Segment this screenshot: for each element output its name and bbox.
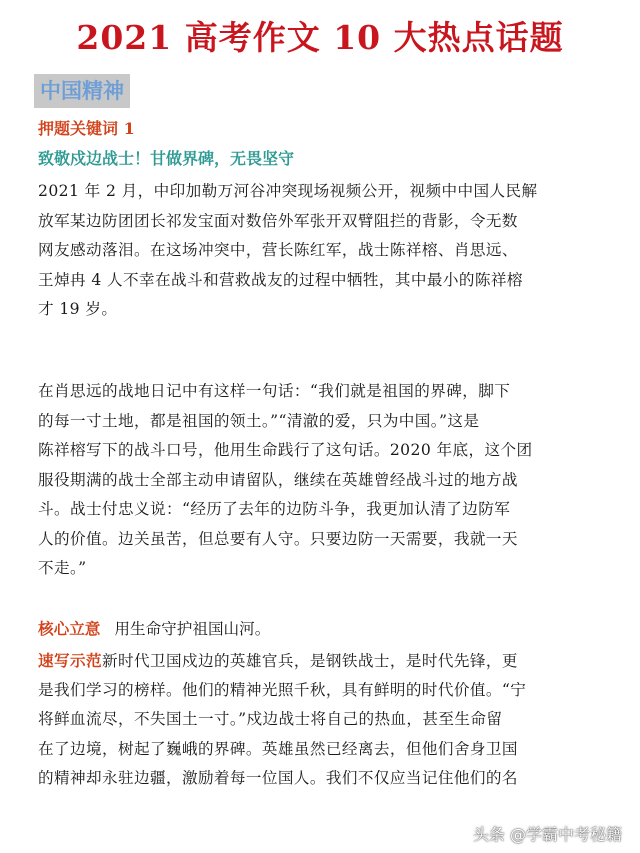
paragraph-line: 将鲜血流尽，不失国土一寸。”戍边战士将自己的热血，甚至生命留 (38, 710, 503, 728)
paragraph-line: 斗。战士付忠义说：“经历了去年的边防斗争，我更加认清了边防军 (38, 500, 511, 518)
paragraph-line: 网友感动落泪。在这场冲突中，营长陈红军，战士陈祥榕、肖思远、 (38, 241, 518, 259)
paragraph-line: 王焯冉 4 人不幸在战斗和营救战友的过程中牺牲，其中最小的陈祥榕 (38, 270, 523, 289)
sample-first-line-text: 新时代卫国戍边的英雄官兵，是钢铁战士，是时代先锋，更 (101, 652, 518, 670)
paragraph-line: 在了边境，树起了巍峨的界碑。英雄虽然已经离去，但他们舍身卫国 (38, 739, 518, 758)
core-idea-label: 核心立意 (38, 619, 101, 638)
watermark: 头条 @学霸中考秘籍 (472, 825, 622, 844)
paragraph-line: 才 19 岁。 (38, 300, 118, 318)
paragraph-line: 2021 年 2 月，中印加勒万河谷冲突现场视频公开，视频中中国人民解 (38, 182, 538, 200)
paragraph-diary (38, 377, 610, 584)
keyword-heading: 押题关键词 1 (38, 119, 135, 138)
paragraph-line: 陈祥榕写下的战斗口号，他用生命践行了这句话。2020 年底，这个团 (38, 441, 533, 459)
paragraph-line: 人的价值。边关虽苦，但总要有人守。只要边防一天需要，我就一天 (38, 529, 518, 548)
paragraph-line: 服役期满的战士全部主动申请留队，继续在英雄曾经战斗过的地方战 (38, 470, 518, 489)
topic-subheading: 致敬戍边战士！甘做界碑，无畏坚守 (38, 149, 295, 168)
section-badge: 中国精神 (34, 74, 130, 108)
paragraph-line: 放军某边防团团长祁发宝面对数倍外军张开双臂阻拦的背影，令无数 (38, 211, 518, 230)
paragraph-line: 是我们学习的榜样。他们的精神光照千秋，具有鲜明的时代价值。“宁 (38, 680, 527, 699)
sample-first-line (38, 646, 610, 676)
core-idea (38, 617, 270, 639)
sample-label: 速写示范 (38, 651, 102, 670)
page-title: 2021 高考作文 10 大热点话题 (76, 18, 564, 57)
paragraph-sample (38, 646, 610, 794)
paragraph-line: 在肖思远的战地日记中有这样一句话：“我们就是祖国的界碑，脚下 (38, 382, 511, 400)
core-idea-text: 用生命守护祖国山河。 (114, 620, 271, 638)
paragraph-line: 的精神却永驻边疆，激励着每一位国人。我们不仅应当记住他们的名 (38, 769, 518, 787)
paragraph-line: 的每一寸土地，都是祖国的领土。”“清澈的爱，只为中国。”这是 (38, 411, 480, 430)
paragraph-background (38, 177, 610, 325)
paragraph-line: 不走。” (38, 559, 87, 577)
